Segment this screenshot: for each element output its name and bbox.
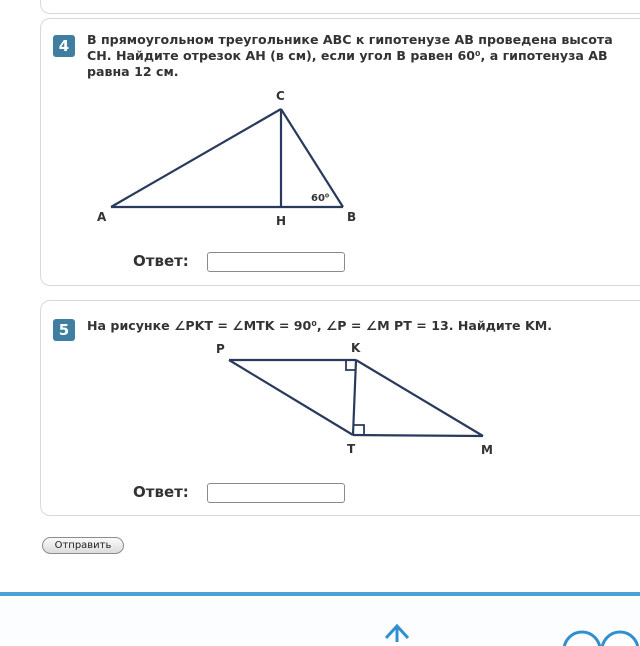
answer-4-label: Ответ: bbox=[133, 252, 189, 270]
footer-toolbar bbox=[0, 596, 640, 640]
label-angle-60: 60⁰ bbox=[311, 193, 330, 204]
segment-km bbox=[356, 360, 483, 436]
question-5-number: 5 bbox=[53, 319, 75, 341]
label-t: T bbox=[347, 442, 356, 456]
submit-button[interactable]: Отправить bbox=[42, 537, 124, 554]
question-4-text: В прямоугольном треугольнике ABC к гипотенузе AB проведена высота CH. Найдите отрезок AH (в см), если угол B равен 60⁰, а гипотенуза AB равна 12 см. bbox=[87, 32, 613, 79]
upload-arrow-icon[interactable] bbox=[382, 622, 412, 642]
question-4-number: 4 bbox=[53, 35, 75, 57]
answer-4-input[interactable] bbox=[207, 252, 345, 272]
segment-kt bbox=[353, 360, 356, 435]
previous-question-card bbox=[40, 0, 640, 14]
answer-5-input[interactable] bbox=[207, 483, 345, 503]
segment-tm bbox=[353, 435, 483, 436]
right-angle-t bbox=[354, 425, 364, 435]
parallelogram-figure bbox=[201, 337, 501, 457]
label-h: H bbox=[276, 214, 287, 228]
segment-pt bbox=[229, 360, 353, 435]
label-k: K bbox=[351, 341, 361, 355]
circle-icons[interactable] bbox=[562, 626, 640, 646]
right-angle-k bbox=[346, 360, 355, 370]
label-b: B bbox=[347, 210, 357, 224]
answer-5-label: Ответ: bbox=[133, 483, 189, 501]
label-c: C bbox=[276, 89, 285, 103]
triangle-figure bbox=[81, 79, 381, 239]
label-p: P bbox=[216, 342, 225, 356]
question-4-card bbox=[40, 18, 640, 286]
question-5-card bbox=[40, 300, 640, 516]
side-ac bbox=[111, 109, 281, 207]
label-m: M bbox=[481, 443, 493, 457]
label-a: A bbox=[97, 210, 107, 224]
question-5-text: На рисунке ∠PKT = ∠MTK = 90⁰, ∠P = ∠M PT = 13. Найдите KM. bbox=[87, 318, 553, 333]
